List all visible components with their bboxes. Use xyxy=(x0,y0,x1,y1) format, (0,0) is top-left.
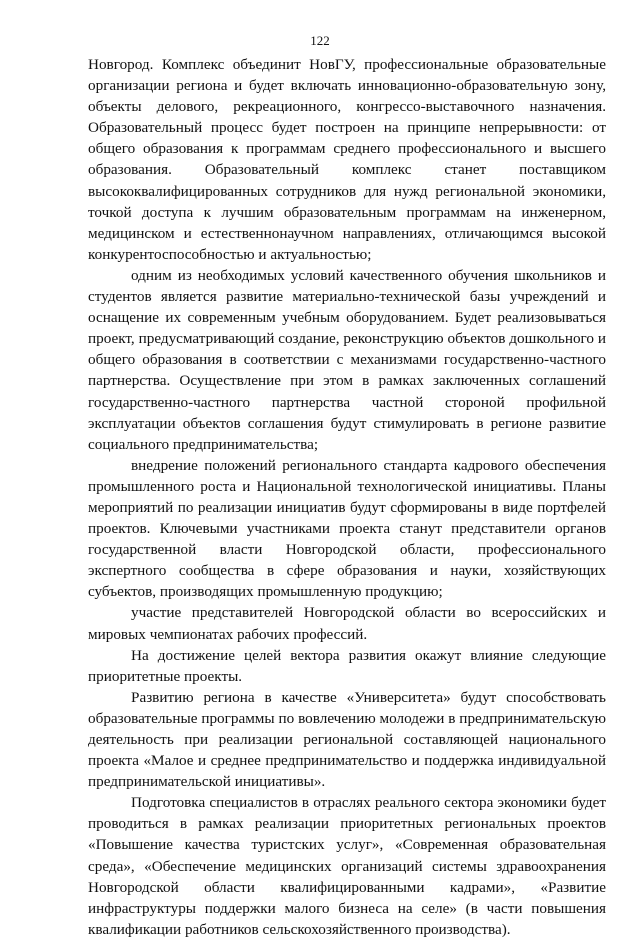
document-body xyxy=(88,54,606,940)
paragraph-4: участие представителей Новгородской области во всероссийских и мировых чемпионатах рабочих профессий. xyxy=(88,604,606,643)
paragraph-2: одним из необходимых условий качественного обучения школьников и студентов является развитие материально-технической базы учреждений и оснащение их современным учебным оборудованием. Будет реализовываться проект, предусматривающий создание, реконструкцию объектов дошкольного и общего образования в соответствии с механизмами государственно-частного партнерства. Осуществление при этом в рамках заключенных соглашений государственно-частного партнерства частной стороной профильной эксплуатации объектов соглашения будут стимулировать в регионе развитие социального предпринимательства; xyxy=(88,266,606,453)
paragraph-3: внедрение положений регионального стандарта кадрового обеспечения промышленного роста и Национальной технологической инициативы. Планы мероприятий по реализации инициатив будут сформированы в виде портфелей проектов. Ключевыми участниками проекта станут представители органов государственной власти Новгородской области, профессионального экспертного сообщества в сфере образования и науки, хозяйствующих субъектов, производящих промышленную продукцию; xyxy=(88,456,606,601)
paragraph-5: На достижение целей вектора развития окажут влияние следующие приоритетные проекты. xyxy=(88,646,606,685)
page-number: 122 xyxy=(310,33,330,48)
paragraph-7: Подготовка специалистов в отраслях реального сектора экономики будет проводиться в рамках реализации приоритетных региональных проектов «Повышение качества туристских услуг», «Современная образовательная среда», «Обеспечение медицинских организаций системы здравоохранения Новгородской области квалифицированными кадрами», «Развитие инфраструктуры поддержки малого бизнеса на селе» (в части повышения квалификации работников сельскохозяйственного производства). xyxy=(88,794,606,938)
paragraph-1: Новгород. Комплекс объединит НовГУ, профессиональные образовательные организации региона и будет включать инновационно-образовательную зону, объекты делового, рекреационного, конгрессо-выставочного назначения. Образовательный процесс будет построен на принципе непрерывности: от общего образования к программам среднего профессионального и высшего образования. Образовательный комплекс станет поставщиком высококвалифицированных сотрудников для нужд региональной экономики, точкой доступа к лучшим образовательным программам на инженерном, медицинском и естественнонаучном направлениях, отличающимся высокой конкурентоспособностью и актуальностью; xyxy=(88,56,606,263)
paragraph-6: Развитию региона в качестве «Университета» будут способствовать образовательные программы по вовлечению молодежи в предпринимательскую деятельность при реализации региональной составляющей национального проекта «Малое и среднее предпринимательство и поддержка индивидуальной предпринимательской инициативы». xyxy=(88,688,606,791)
